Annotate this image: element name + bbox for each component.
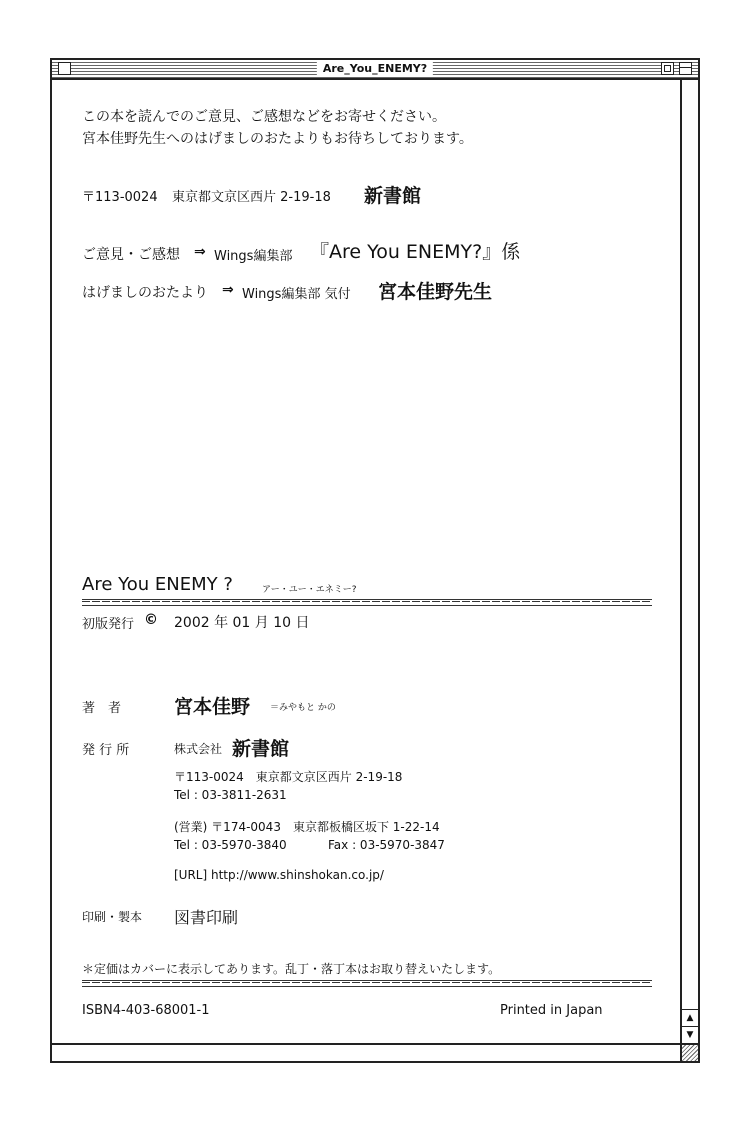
publisher-label: 発 行 所 xyxy=(82,743,130,758)
arrow-icon: ⇒ xyxy=(222,282,234,298)
scroll-down-arrow-icon[interactable]: ▼ xyxy=(682,1026,698,1043)
publisher-url: [URL] http://www.shinshokan.co.jp/ xyxy=(174,868,384,882)
publisher-name: 新書館 xyxy=(232,738,290,760)
zoom-box-icon[interactable] xyxy=(661,62,674,75)
letter-address: 東京都文京区西片 2-19-18 xyxy=(172,190,331,205)
author-name: 宮本佳野 xyxy=(174,696,251,718)
opinion-department: Wings編集部 xyxy=(214,249,293,264)
opinion-label: ご意見・ご感想 xyxy=(82,247,180,263)
sales-fax: Fax : 03-5970-3847 xyxy=(328,838,445,852)
fan-mail-label: はげましのおたより xyxy=(82,285,208,301)
letter-invite-line1: この本を読んでのご意見、ご感想などをお寄せください。 xyxy=(82,109,446,125)
opinion-target: 『Are You ENEMY?』係 xyxy=(310,241,521,263)
printer-name: 図書印刷 xyxy=(174,908,239,927)
collapse-box-icon[interactable] xyxy=(679,62,692,75)
isbn: ISBN4-403-68001-1 xyxy=(82,1003,210,1018)
vertical-scrollbar[interactable] xyxy=(680,80,698,1043)
arrow-icon: ⇒ xyxy=(194,244,206,260)
author-label: 著 者 xyxy=(82,701,122,716)
close-box-icon[interactable] xyxy=(58,62,71,75)
resize-grip-icon[interactable] xyxy=(680,1043,698,1061)
publisher-prefix: 株式会社 xyxy=(174,742,223,756)
fan-mail-department: Wings編集部 気付 xyxy=(242,287,351,302)
title-bar[interactable] xyxy=(52,60,698,80)
letter-publisher: 新書館 xyxy=(364,185,422,207)
colophon-title: Are You ENEMY ? xyxy=(82,574,233,595)
author-reading: ＝みやもと かの xyxy=(270,703,336,713)
copyright-mark: © xyxy=(144,612,158,628)
print-label: 印刷・製本 xyxy=(82,910,143,924)
publisher-address: 〒113-0024 東京都文京区西片 2-19-18 xyxy=(174,770,403,784)
sales-tel: Tel : 03-5970-3840 xyxy=(174,838,287,852)
publisher-tel: Tel : 03-3811-2631 xyxy=(174,788,287,802)
window-title: Are_You_ENEMY? xyxy=(317,61,433,76)
document-content xyxy=(52,80,680,1043)
price-note: ＊定価はカバーに表示してあります。乱丁・落丁本はお取り替えいたします。 xyxy=(82,962,501,976)
horizontal-scrollbar[interactable] xyxy=(52,1043,680,1061)
scroll-up-arrow-icon[interactable]: ▲ xyxy=(682,1009,698,1026)
fan-mail-target: 宮本佳野先生 xyxy=(378,281,493,303)
letter-postal-code: 〒113-0024 xyxy=(82,190,158,205)
separator-line xyxy=(82,599,652,606)
edition-label: 初版発行 xyxy=(82,617,135,632)
separator-line xyxy=(82,980,652,987)
letter-invite-line2: 宮本佳野先生へのはげましのおたよりもお待ちしております。 xyxy=(82,131,473,147)
printed-in: Printed in Japan xyxy=(500,1003,603,1018)
sales-address: (営業) 〒174-0043 東京都板橋区坂下 1-22-14 xyxy=(174,820,440,834)
colophon-title-reading: アー・ユー・エネミー? xyxy=(262,585,357,595)
edition-date: 2002 年 01 月 10 日 xyxy=(174,615,310,631)
document-window xyxy=(50,58,700,1063)
